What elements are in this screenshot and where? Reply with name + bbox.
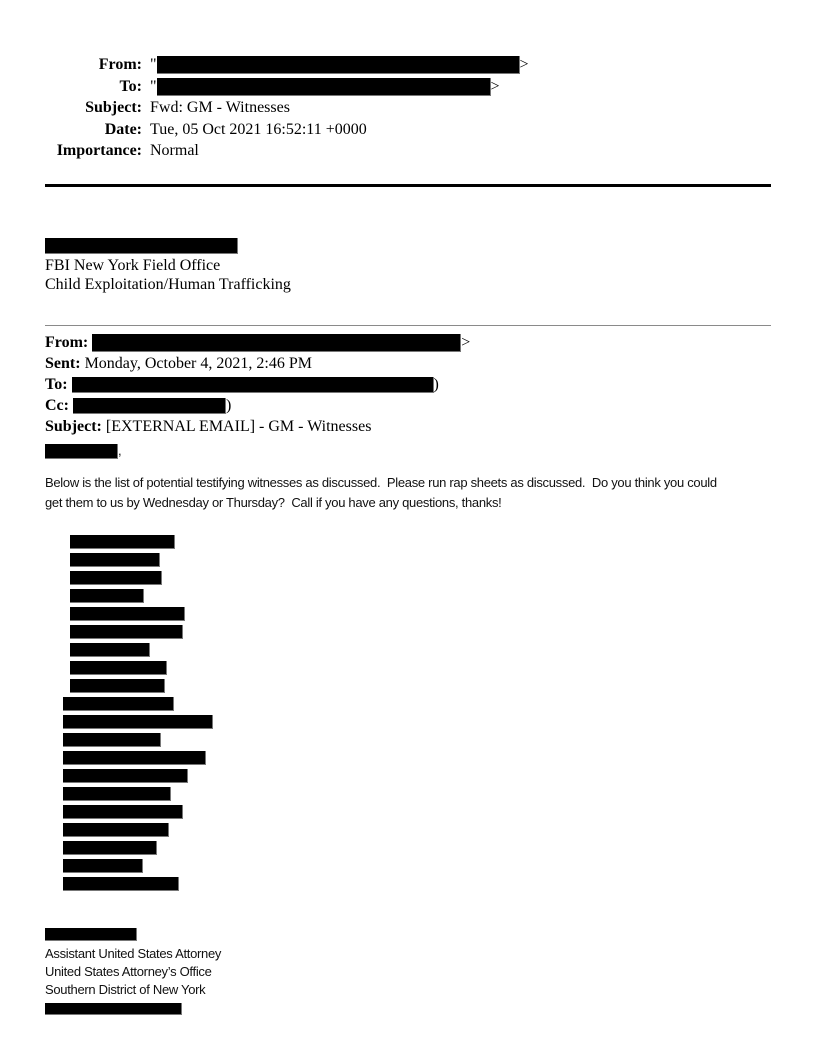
orig-from-label: From: <box>45 333 89 351</box>
redaction-bar-witness <box>63 733 161 747</box>
date-value: Tue, 05 Oct 2021 16:52:11 +0000 <box>150 120 367 138</box>
orig-cc-label: Cc: <box>45 396 69 414</box>
email-header <box>45 54 771 162</box>
orig-sent-label: Sent: <box>45 354 81 372</box>
redaction-bar-witness <box>70 643 150 657</box>
orig-from-row <box>45 332 771 353</box>
from-quote: " <box>150 56 157 73</box>
witness-list <box>45 535 771 891</box>
redaction-bar-signature-contact <box>45 1003 182 1015</box>
orig-from-angle-bracket: > <box>461 333 471 351</box>
redaction-bar-witness <box>70 661 167 675</box>
redaction-bar-orig-to <box>72 377 434 393</box>
orig-subject-value: [EXTERNAL EMAIL] - GM - Witnesses <box>105 417 372 435</box>
body-line-1: Below is the list of potential testifying witnesses as discussed. Please run rap sheets as discussed. Do you think you could <box>45 474 717 490</box>
redaction-bar-signature-name <box>45 928 137 941</box>
importance-value: Normal <box>150 142 199 159</box>
sender-org-line1: FBI New York Field Office <box>45 256 221 274</box>
redaction-bar-witness <box>63 751 206 765</box>
from-angle-bracket: > <box>519 56 529 73</box>
orig-subject-label: Subject: <box>45 417 102 435</box>
redaction-bar-witness <box>70 607 185 621</box>
orig-to-label: To: <box>45 375 68 393</box>
redaction-bar-witness <box>63 769 188 783</box>
sender-block <box>45 238 771 294</box>
redaction-bar-witness <box>63 823 169 837</box>
quoted-message-divider <box>45 325 771 326</box>
importance-label: Importance: <box>56 142 142 159</box>
sender-org-line2: Child Exploitation/Human Trafficking <box>45 275 291 293</box>
signature-block <box>45 928 771 1015</box>
message-body <box>45 473 771 513</box>
redaction-bar-witness <box>70 625 183 639</box>
redaction-bar-witness <box>63 859 143 873</box>
orig-to-row <box>45 374 771 395</box>
redaction-bar-from <box>157 56 520 74</box>
redaction-bar-witness <box>70 571 162 585</box>
signature-district: Southern District of New York <box>45 982 206 998</box>
body-line-2: get them to us by Wednesday or Thursday? Call if you have any questions, thanks! <box>45 494 502 510</box>
greeting-comma: , <box>118 442 122 458</box>
from-value <box>150 54 771 76</box>
to-angle-bracket: > <box>490 77 500 95</box>
header-divider-rule <box>45 184 771 187</box>
date-label: Date: <box>104 120 142 138</box>
redaction-bar-to <box>157 78 491 96</box>
redaction-bar-sender-name <box>45 238 238 254</box>
orig-subject-row <box>45 416 771 437</box>
orig-sent-row <box>45 353 771 374</box>
redaction-bar-witness <box>63 877 179 891</box>
redaction-bar-witness <box>70 589 144 603</box>
redaction-bar-witness <box>70 535 175 549</box>
redaction-bar-witness <box>63 697 174 711</box>
orig-sent-value: Monday, October 4, 2021, 2:46 PM <box>84 354 312 372</box>
orig-cc-row <box>45 395 771 416</box>
subject-label: Subject: <box>85 99 142 116</box>
from-label: From: <box>98 56 142 73</box>
redaction-bar-witness <box>70 553 160 567</box>
original-message-header <box>45 332 771 437</box>
signature-office: United States Attorney’s Office <box>45 963 212 979</box>
subject-value: Fwd: GM - Witnesses <box>150 99 290 116</box>
orig-to-paren: ) <box>433 375 439 393</box>
to-quote: " <box>150 77 157 95</box>
redaction-bar-witness <box>63 841 157 855</box>
redaction-bar-greeting <box>45 444 118 459</box>
redaction-bar-witness <box>70 679 165 693</box>
orig-cc-paren: ) <box>225 396 232 414</box>
to-label: To: <box>119 77 142 95</box>
redaction-bar-orig-cc <box>73 398 226 414</box>
greeting-line <box>45 442 771 460</box>
redaction-bar-orig-from <box>92 334 461 352</box>
signature-title: Assistant United States Attorney <box>45 945 222 961</box>
redaction-bar-witness <box>63 715 213 729</box>
redaction-bar-witness <box>63 805 183 819</box>
redaction-bar-witness <box>63 787 171 801</box>
to-value <box>150 76 771 98</box>
